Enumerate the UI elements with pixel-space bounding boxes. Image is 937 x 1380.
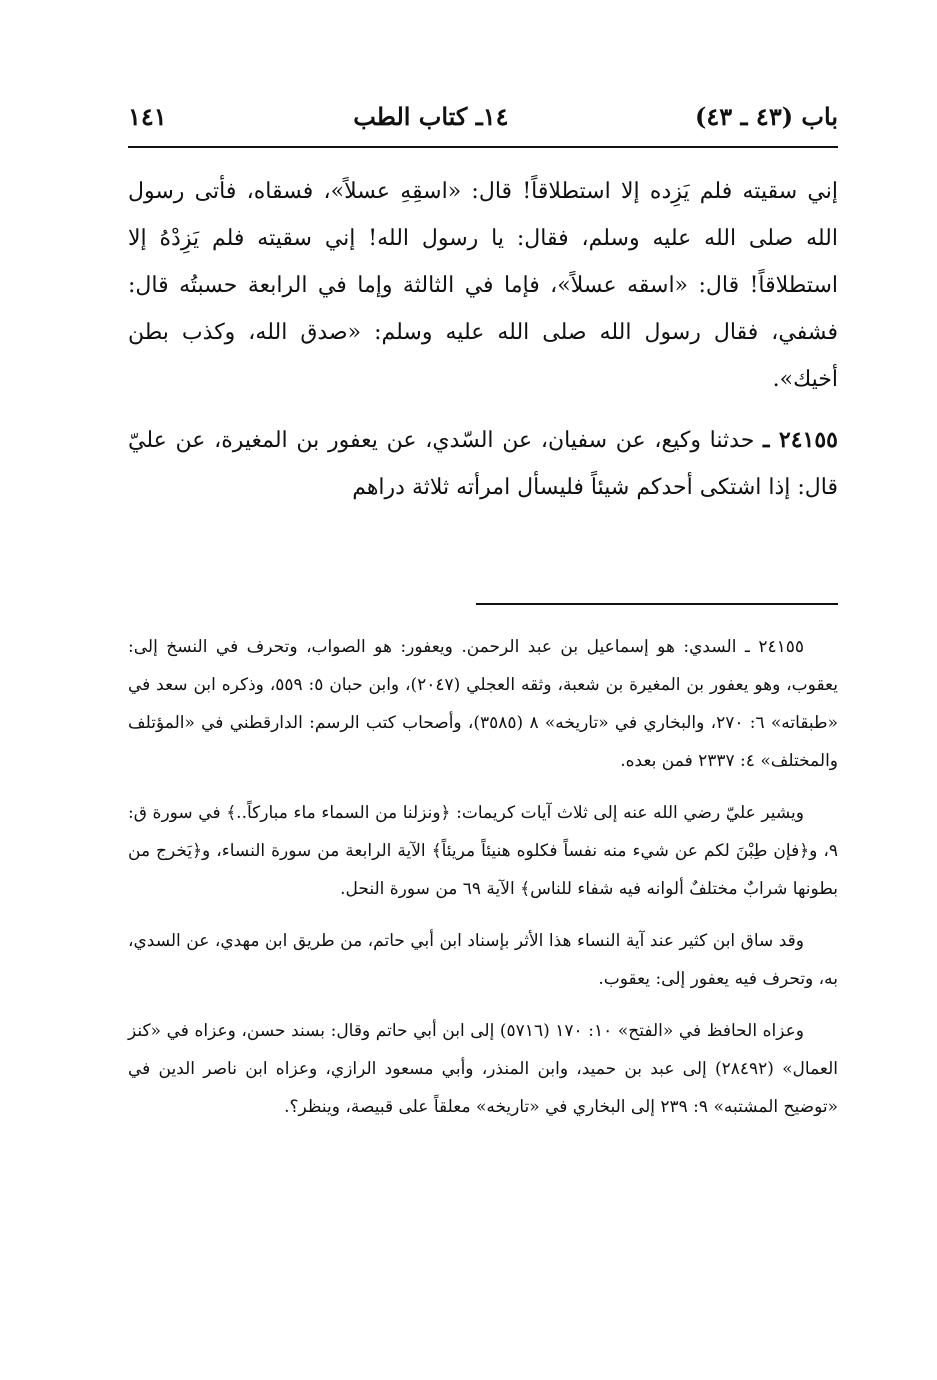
footnote-rule	[476, 603, 838, 605]
book-title: ١٤ـ كتاب الطب	[353, 101, 509, 131]
main-paragraph: إني سقيته فلم يَزِده إلا استطلاقاً! قال: «اسقِهِ عسلاً»، فسقاه، فأتى رسول الله صلى الله عليه وسلم، فقال: يا رسول الله! إني سقيته فلم يَزِدْهُ إلا استطلاقاً! قال: «اسقه عسلاً»، فإما في الثالثة وإما في الرابعة حسبتُه قال: فشفي، فقال رسول الله صلى الله عليه وسلم: «صدق الله، وكذب بطن أخيك».	[128, 179, 838, 392]
running-header	[128, 96, 838, 136]
footnote-paragraph: ٢٤١٥٥ ـ السدي: هو إسماعيل بن عبد الرحمن. ويعفور: هو الصواب، وتحرف في النسخ إلى: يعقوب، وهو يعفور بن المغيرة بن شعبة، وثقه العجلي (٢٠٤٧)، وابن حبان ٥: ٥٥٩، وذكره ابن سعد في «طبقاته» ٦: ٢٧٠، والبخاري في «تاريخه» ٨ (٣٥٨٥)، وأصحاب كتب الرسم: الدارقطني في «المؤتلف والمختلف» ٤: ٢٣٣٧ فمن بعده.	[128, 637, 838, 771]
hadith-text: حدثنا وكيع، عن سفيان، عن السّدي، عن يعفور بن المغيرة، عن عليّ قال: إذا اشتكى أحدكم شيئاً فليسأل امرأته ثلاثة دراهم	[128, 428, 838, 500]
header-rule	[128, 146, 838, 148]
main-text	[128, 168, 838, 511]
footnote-paragraph: ويشير عليّ رضي الله عنه إلى ثلاث آيات كريمات: ﴿ونزلنا من السماء ماء مباركاً..﴾ في سورة ق: ٩، و﴿فإن طِبْنَ لكم عن شيء منه نفساً فكلوه هنيئاً مريئاً﴾ الآية الرابعة من سورة النساء، و﴿يَخرج من بطونها شرابٌ مختلفٌ ألوانه فيه شفاء للناس﴾ الآية ٦٩ من سورة النحل.	[128, 803, 838, 899]
footnotes	[128, 628, 838, 1140]
hadith-number: ٢٤١٥٥ ـ	[763, 427, 838, 453]
page-number: ١٤١	[128, 101, 167, 131]
chapter-label: باب (٤٣ ـ ٤٣)	[695, 101, 838, 131]
hadith-paragraph	[128, 417, 838, 511]
footnote-paragraph: وعزاه الحافظ في «الفتح» ١٠: ١٧٠ (٥٧١٦) إلى ابن أبي حاتم وقال: بسند حسن، وعزاه في «كنز العمال» (٢٨٤٩٢) إلى عبد بن حميد، وابن المنذر، وأبي مسعود الرازي، وعزاه ابن ناصر الدين في «توضيح المشتبه» ٩: ٢٣٩ إلى البخاري في «تاريخه» معلقاً على قبيصة، وينظر؟.	[128, 1021, 839, 1117]
footnote-paragraph: وقد ساق ابن كثير عند آية النساء هذا الأثر بإسناد ابن أبي حاتم، من طريق ابن مهدي، عن السدي، به، وتحرف فيه يعفور إلى: يعقوب.	[128, 931, 838, 989]
